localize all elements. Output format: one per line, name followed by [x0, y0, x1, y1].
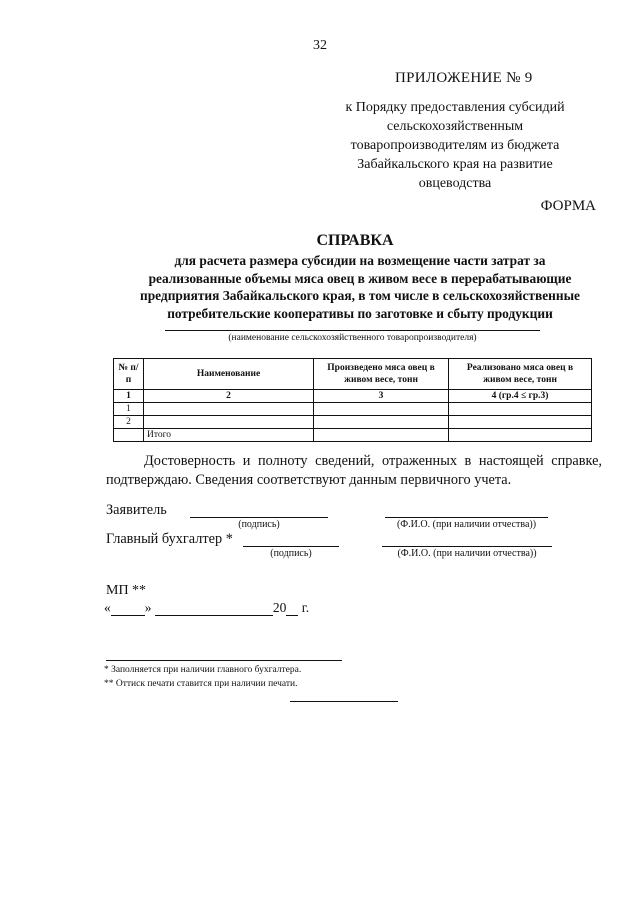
table-header-row: [114, 359, 592, 390]
end-divider: [290, 701, 398, 702]
producer-name-caption: (наименование сельскохозяйственного товаропроизводителя): [228, 333, 477, 343]
annex-reference: [330, 98, 580, 193]
table-cell[interactable]: [449, 429, 592, 442]
page-number: 32: [313, 38, 327, 53]
date-year-blank[interactable]: [286, 601, 298, 616]
document-title: СПРАВКА: [316, 232, 394, 249]
applicant-name-line[interactable]: [385, 517, 548, 518]
date-close-quote: »: [144, 600, 152, 615]
confirmation-text: Достоверность и полноту сведений, отраженных в настоящей справке, подтверждаю. Сведения соответствуют данным первичного учета.: [106, 453, 602, 488]
header-sold: Реализовано мяса овец в живом весе, тонн: [449, 359, 592, 390]
header-produced: Произведено мяса овец в живом весе, тонн: [314, 359, 449, 390]
date-open-quote: «: [104, 600, 111, 615]
date-field: [104, 600, 309, 616]
form-label: ФОРМА: [540, 198, 596, 214]
table-row: [114, 403, 592, 416]
date-year-suffix: г.: [298, 600, 310, 615]
table-cell[interactable]: [314, 416, 449, 429]
stamp-label: МП **: [106, 583, 147, 598]
data-table: [113, 358, 592, 442]
chief-accountant-name-caption: (Ф.И.О. (при наличии отчества)): [397, 548, 537, 559]
date-day-blank[interactable]: [111, 601, 145, 616]
applicant-name-caption: (Ф.И.О. (при наличии отчества)): [396, 519, 537, 530]
chief-accountant-signature-line[interactable]: [243, 546, 339, 547]
annex-reference-line: сельскохозяйственным: [386, 119, 524, 134]
table-cell: 1: [114, 403, 144, 416]
date-month-blank[interactable]: [155, 601, 273, 616]
table-row: [114, 416, 592, 429]
producer-name-line[interactable]: [165, 330, 540, 331]
table-cell[interactable]: [449, 403, 592, 416]
header-number: № п/п: [114, 359, 144, 390]
table-cell[interactable]: [449, 416, 592, 429]
subtitle-line: для расчета размера субсидии на возмещение части затрат за: [174, 253, 546, 268]
table-cell[interactable]: [314, 403, 449, 416]
table-cell: [114, 429, 144, 442]
table-cell: 2: [144, 390, 314, 403]
subtitle-line: реализованные объемы мяса овец в живом весе в перерабатывающие: [148, 270, 572, 286]
chief-accountant-label: Главный бухгалтер *: [106, 531, 233, 547]
total-label: Итого: [144, 429, 314, 442]
header-name: Наименование: [144, 359, 314, 390]
annex-reference-line: овцеводства: [418, 176, 492, 191]
table-cell: 1: [114, 390, 144, 403]
table-row: [114, 390, 592, 403]
subtitle-line: потребительские кооперативы по заготовке и сбыту продукции: [167, 305, 553, 321]
table-cell: 3: [314, 390, 449, 403]
footnote-divider: [106, 660, 342, 661]
date-year-prefix: 20: [272, 600, 287, 615]
document-subtitle: [110, 252, 610, 322]
chief-accountant-name-line[interactable]: [382, 546, 552, 547]
table-cell: 4 (гр.4 ≤ гр.3): [449, 390, 592, 403]
annex-title: ПРИЛОЖЕНИЕ № 9: [395, 70, 533, 86]
footnote-chief-accountant: * Заполняется при наличии главного бухгалтера.: [104, 665, 302, 675]
table-total-row: [114, 429, 592, 442]
footnote-stamp: ** Оттиск печати ставится при наличии печати.: [104, 679, 298, 689]
subtitle-line: предприятия Забайкальского края, в том числе в сельскохозяйственные: [140, 288, 580, 303]
annex-reference-line: товаропроизводителям из бюджета: [350, 138, 560, 153]
table-cell[interactable]: [144, 416, 314, 429]
annex-reference-line: Забайкальского края на развитие: [357, 157, 553, 172]
applicant-signature-caption: (подпись): [238, 519, 280, 530]
table-cell[interactable]: [144, 403, 314, 416]
table-cell[interactable]: [314, 429, 449, 442]
table-cell: 2: [114, 416, 144, 429]
applicant-signature-line[interactable]: [190, 517, 328, 518]
chief-accountant-signature-caption: (подпись): [270, 548, 312, 559]
applicant-label: Заявитель: [106, 502, 167, 518]
annex-reference-line: к Порядку предоставления субсидий: [345, 100, 565, 115]
